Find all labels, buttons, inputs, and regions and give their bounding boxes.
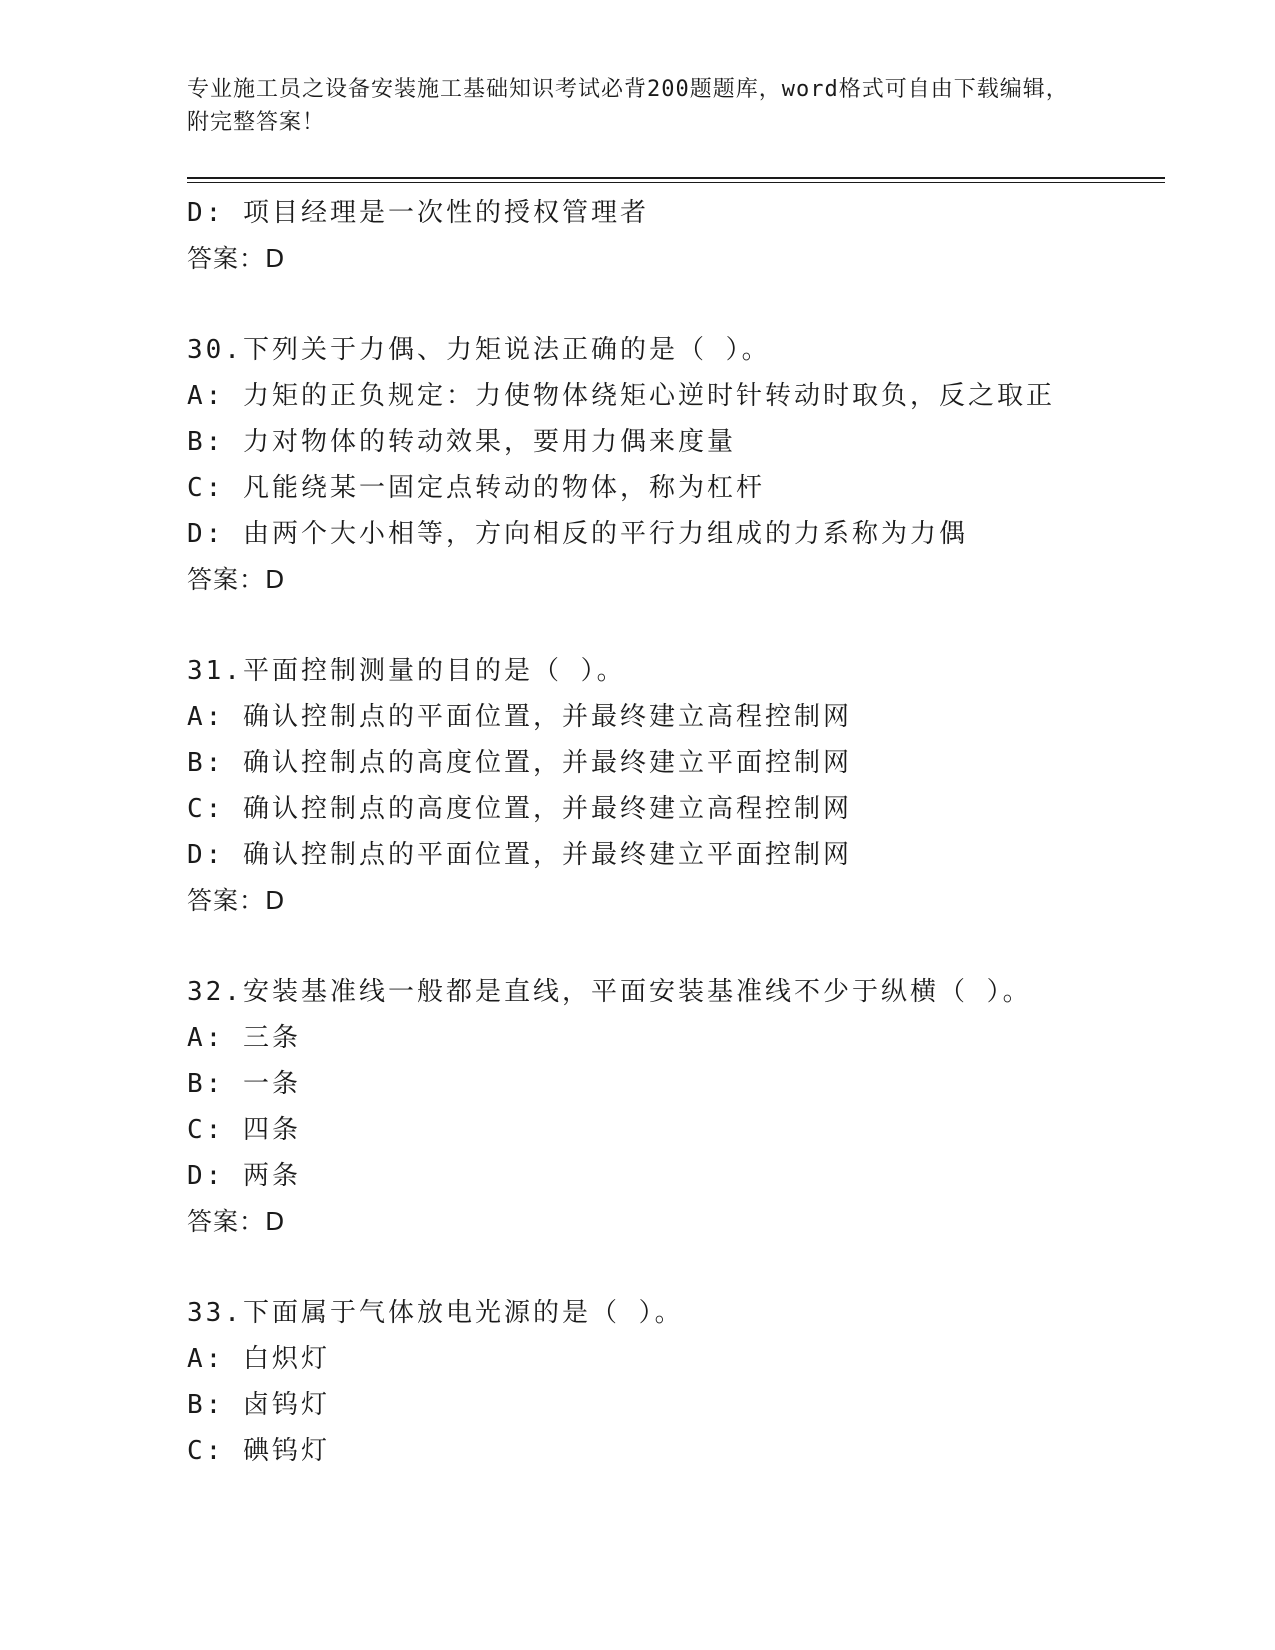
spacer [187,603,1167,648]
question-stem: 30.下列关于力偶、力矩说法正确的是（ ）。 [187,335,771,365]
option-c: C: 四条 [187,1115,301,1145]
header-divider-thick [187,177,1165,179]
header-divider-thin [187,182,1165,183]
option-d: D: 两条 [187,1161,301,1191]
option-a: A: 力矩的正负规定：力使物体绕矩心逆时针转动时取负，反之取正 [187,381,1055,411]
option-a: A: 确认控制点的平面位置，并最终建立高程控制网 [187,702,852,732]
document-header: 专业施工员之设备安装施工基础知识考试必背200题题库，word格式可自由下载编辑，附完整答案！ [187,77,1069,135]
option-d: D: 确认控制点的平面位置，并最终建立平面控制网 [187,840,852,870]
spacer [187,282,1167,327]
option-b: B: 力对物体的转动效果，要用力偶来度量 [187,427,736,457]
spacer [187,924,1167,969]
option-c: C: 碘钨灯 [187,1436,330,1466]
answer: 答案：D [187,886,286,915]
option-b: B: 卤钨灯 [187,1390,330,1420]
option-a: A: 白炽灯 [187,1344,330,1374]
question-33 [187,1290,1167,1474]
prev-question-answer: 答案：D [187,244,286,273]
option-b: B: 确认控制点的高度位置，并最终建立平面控制网 [187,748,852,778]
spacer [187,1245,1167,1290]
question-stem: 32.安装基准线一般都是直线，平面安装基准线不少于纵横（ ）。 [187,977,1032,1007]
option-b: B: 一条 [187,1069,301,1099]
question-31 [187,648,1167,924]
option-a: A: 三条 [187,1023,301,1053]
question-stem: 31.平面控制测量的目的是（ ）。 [187,656,626,686]
question-stem: 33.下面属于气体放电光源的是（ ）。 [187,1298,684,1328]
answer: 答案：D [187,1207,286,1236]
option-c: C: 确认控制点的高度位置，并最终建立高程控制网 [187,794,852,824]
prev-question-option-d: D: 项目经理是一次性的授权管理者 [187,198,649,228]
question-30 [187,327,1167,603]
question-list [187,190,1167,1474]
option-d: D: 由两个大小相等，方向相反的平行力组成的力系称为力偶 [187,519,968,549]
answer: 答案：D [187,565,286,594]
option-c: C: 凡能绕某一固定点转动的物体，称为杠杆 [187,473,765,503]
question-32 [187,969,1167,1245]
